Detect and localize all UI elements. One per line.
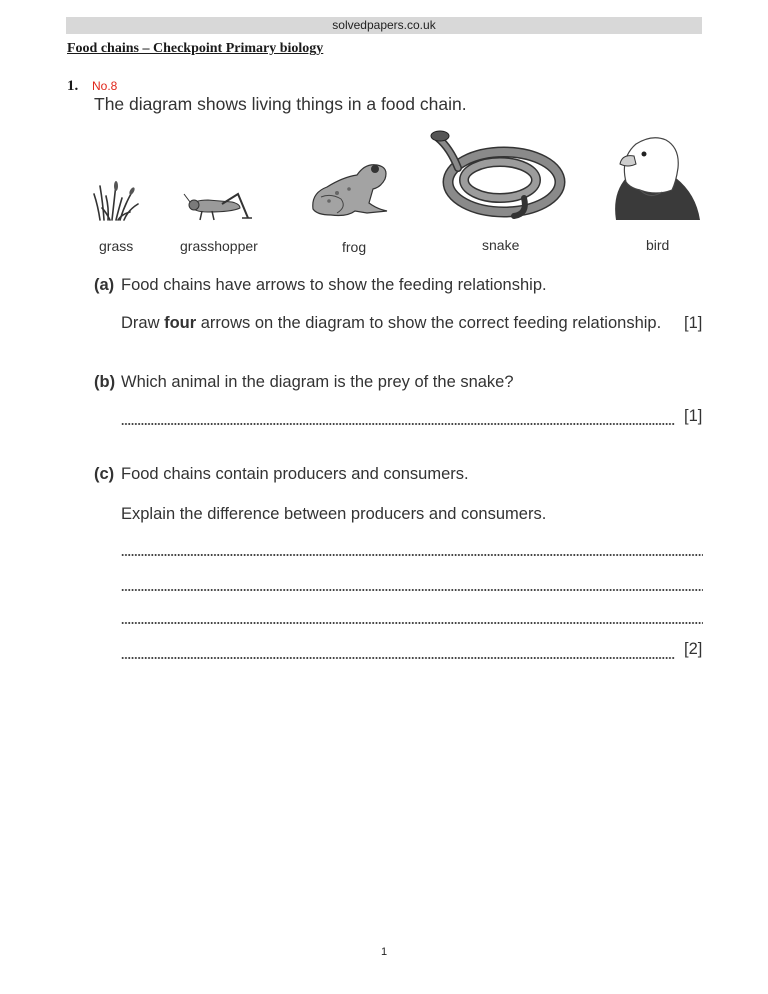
question-reference: No.8: [92, 79, 118, 93]
organism-label-bird: bird: [646, 237, 670, 253]
part-b-letter: (b): [94, 373, 116, 391]
part-c-marks: [2]: [684, 640, 703, 658]
part-b-text: Which animal in the diagram is the prey of the snake?: [121, 373, 514, 391]
part-a-instruction-end: arrows on the diagram to show the correct feeding relationship.: [196, 314, 662, 332]
grass-illustration: [92, 178, 140, 222]
bird-illustration: [606, 134, 704, 220]
organism-label-snake: snake: [482, 237, 520, 253]
part-a-instruction-emphasis: four: [164, 314, 197, 332]
question-number: 1.: [67, 78, 79, 94]
organism-label-grass: grass: [99, 238, 134, 254]
frog-illustration: [307, 153, 391, 221]
part-c-instruction: Explain the difference between producers and consumers.: [121, 505, 547, 523]
part-c-letter: (c): [94, 465, 115, 483]
part-a-instruction: [121, 314, 661, 333]
document-title: Food chains – Checkpoint Primary biology: [67, 41, 324, 56]
part-c-answer-line-2[interactable]: [121, 589, 703, 591]
grasshopper-illustration: [182, 190, 262, 222]
part-b-answer-line[interactable]: [121, 423, 675, 425]
part-a-instruction-start: Draw: [121, 314, 165, 332]
part-a-letter: (a): [94, 276, 115, 294]
site-name: solvedpapers.co.uk: [332, 18, 436, 32]
organism-label-frog: frog: [342, 239, 367, 255]
part-c-text: Food chains contain producers and consumers.: [121, 465, 469, 483]
part-b-marks: [1]: [684, 407, 703, 425]
part-a-text: Food chains have arrows to show the feeding relationship.: [121, 276, 547, 294]
part-c-answer-line-4[interactable]: [121, 657, 675, 659]
part-c-answer-line-1[interactable]: [121, 554, 703, 556]
snake-illustration: [428, 128, 566, 220]
header-bar: [66, 17, 702, 34]
page-number: 1: [380, 946, 388, 958]
part-a-marks: [1]: [684, 314, 703, 332]
part-c-answer-line-3[interactable]: [121, 622, 703, 624]
organism-label-grasshopper: grasshopper: [180, 238, 258, 254]
question-intro: The diagram shows living things in a food chain.: [94, 94, 467, 114]
